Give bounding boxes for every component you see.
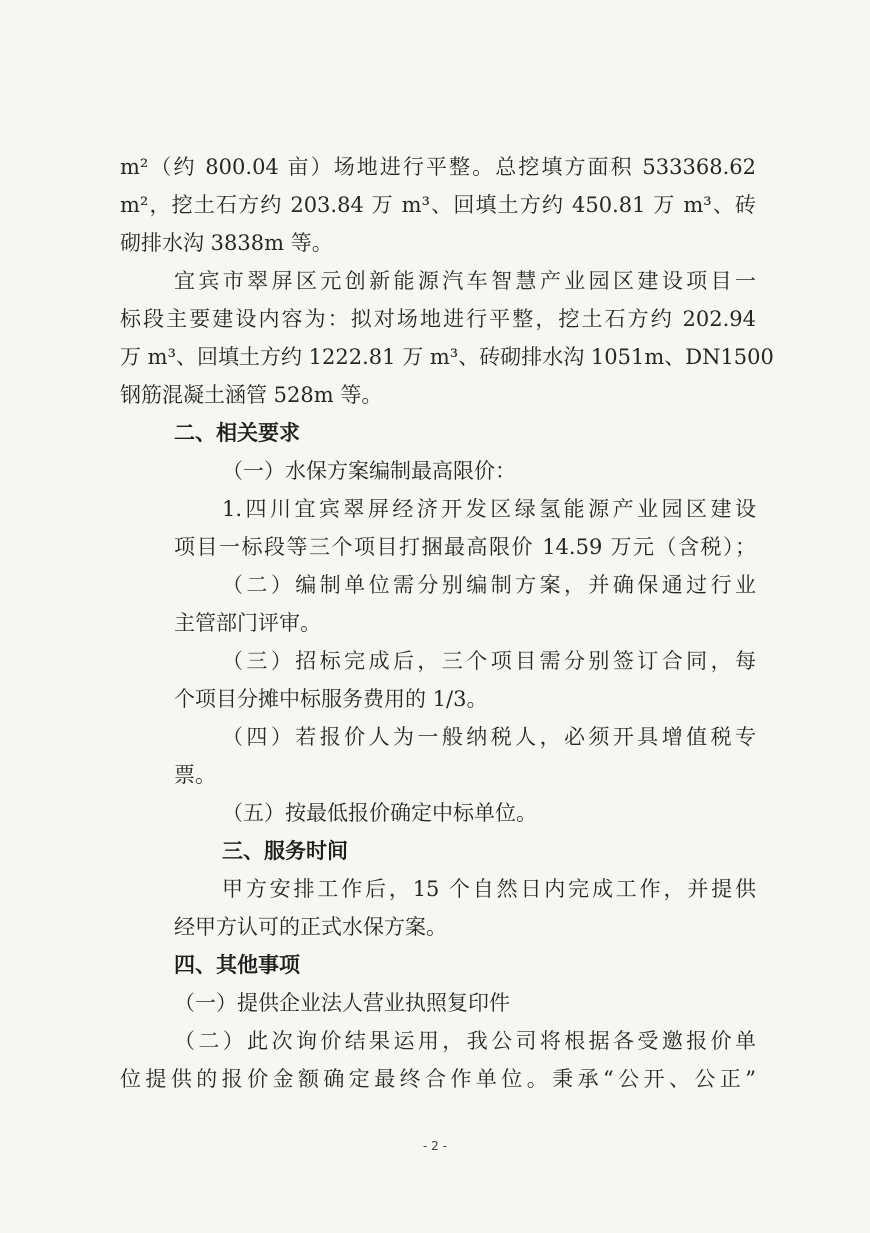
paragraph-line: 万 m³、回填土方约 1222.81 万 m³、砖砌排水沟 1051m、DN1500 bbox=[120, 345, 774, 369]
requirement-item: （四）若报价人为一般纳税人，必须开具增值税专 bbox=[222, 725, 756, 749]
paragraph-line: 经甲方认可的正式水保方案。 bbox=[174, 915, 447, 939]
requirement-item: 主管部门评审。 bbox=[174, 611, 321, 635]
requirement-item: （一）水保方案编制最高限价： bbox=[222, 459, 516, 483]
paragraph-line: 宜宾市翠屏区元创新能源汽车智慧产业园区建设项目一 bbox=[174, 269, 756, 293]
section-heading: 三、服务时间 bbox=[222, 839, 348, 863]
other-item: （一）提供企业法人营业执照复印件 bbox=[174, 991, 510, 1015]
section-heading: 二、相关要求 bbox=[174, 421, 300, 445]
other-item: 位提供的报价金额确定最终合作单位。秉承“公开、公正” bbox=[120, 1067, 756, 1091]
paragraph-line: 标段主要建设内容为：拟对场地进行平整，挖土石方约 202.94 bbox=[120, 307, 756, 331]
paragraph-line: 甲方安排工作后，15 个自然日内完成工作，并提供 bbox=[222, 877, 756, 901]
page-number: - 2 - bbox=[423, 1139, 447, 1153]
requirement-item: 个项目分摊中标服务费用的 1/3。 bbox=[174, 687, 488, 711]
requirement-item: 1.四川宜宾翠屏经济开发区绿氢能源产业园区建设 bbox=[222, 497, 756, 521]
requirement-item: 项目一标段等三个项目打捆最高限价 14.59 万元（含税）； bbox=[174, 535, 756, 559]
paragraph-line: 砌排水沟 3838m 等。 bbox=[120, 231, 333, 255]
paragraph-line: 钢筋混凝土涵管 528m 等。 bbox=[120, 383, 383, 407]
other-item: （二）此次询价结果运用，我公司将根据各受邀报价单 bbox=[174, 1029, 756, 1053]
paragraph-line: m²（约 800.04 亩）场地进行平整。总挖填方面积 533368.62 bbox=[120, 155, 756, 179]
requirement-item: （二）编制单位需分别编制方案，并确保通过行业 bbox=[222, 573, 756, 597]
requirement-item: （三）招标完成后，三个项目需分别签订合同，每 bbox=[222, 649, 756, 673]
paragraph-line: m²，挖土石方约 203.84 万 m³、回填土方约 450.81 万 m³、砖 bbox=[120, 193, 756, 217]
requirement-item: 票。 bbox=[174, 763, 216, 787]
section-heading: 四、其他事项 bbox=[174, 953, 300, 977]
requirement-item: （五）按最低报价确定中标单位。 bbox=[222, 801, 537, 825]
